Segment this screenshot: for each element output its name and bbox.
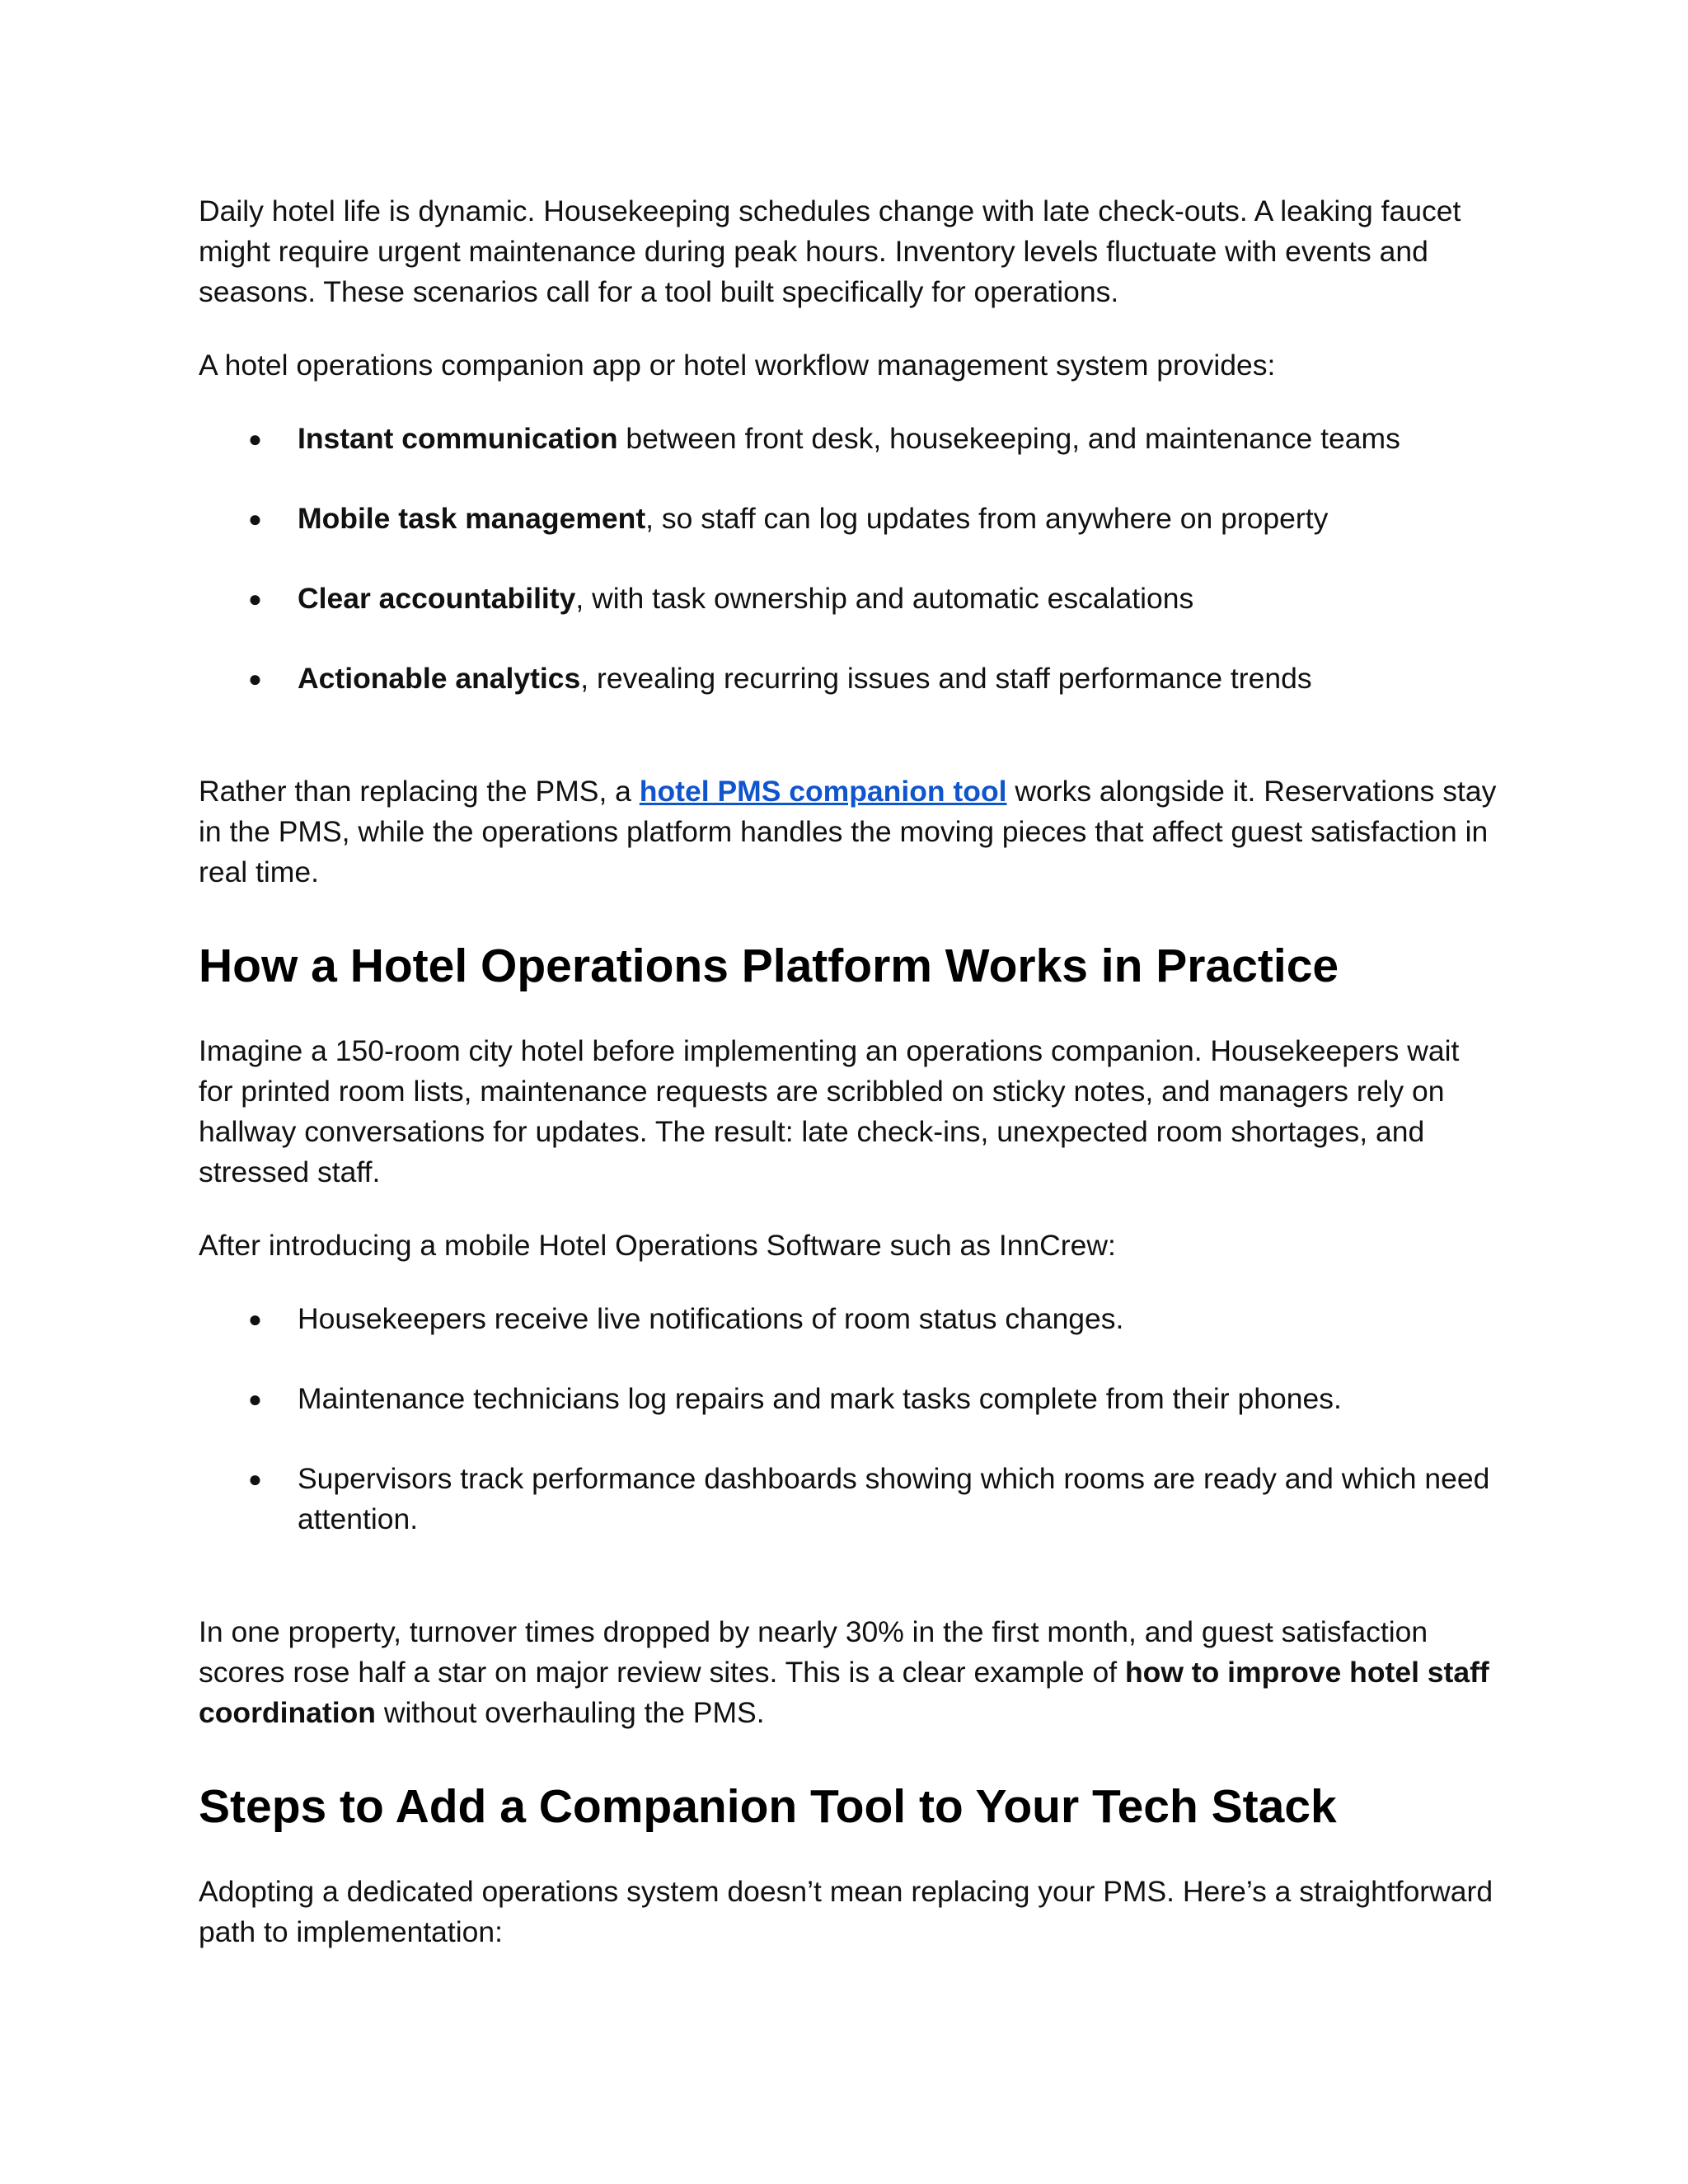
steps-intro-paragraph: Adopting a dedicated operations system doesn’t mean replacing your PMS. Here’s a straightforward path to implementation: [199,1875,1493,1948]
companion-paragraph [199,771,1501,893]
companion-text-after: works alongside it. Reservations stay in the PMS, while the operations platform handles the moving pieces that affect guest satisfaction in real time. [199,775,1497,888]
outcome-text: Maintenance technicians log repairs and mark tasks complete from their phones. [298,1382,1342,1415]
outcomes-list [199,1299,1501,1540]
list-item [199,1299,1501,1339]
pms-companion-tool-link[interactable]: hotel PMS companion tool [639,775,1007,808]
intro-paragraph: Daily hotel life is dynamic. Housekeeping schedules change with late check-outs. A leaking faucet might require urgent maintenance during peak hours. Inventory levels fluctuate with events and seasons. These scenarios call for a tool built specifically for operations. [199,194,1461,308]
bullet-icon: ● [248,1386,262,1412]
benefit-text: , with task ownership and automatic escalations [575,582,1194,615]
benefits-list [199,419,1501,699]
benefit-title: Clear accountability [298,582,576,615]
list-item [199,658,1501,699]
outcome-text: Housekeepers receive live notifications of room status changes. [298,1302,1124,1335]
bullet-icon: ● [248,1306,262,1332]
list-item [199,1379,1501,1419]
list-item [199,579,1501,619]
provides-paragraph: A hotel operations companion app or hotel workflow management system provides: [199,349,1276,382]
benefit-text: , so staff can log updates from anywhere on property [645,502,1329,535]
bullet-icon: ● [248,666,262,691]
bullet-icon: ● [248,426,262,452]
result-paragraph [199,1612,1501,1733]
benefit-title: Instant communication [298,422,618,455]
benefit-text: between front desk, housekeeping, and maintenance teams [617,422,1400,455]
list-item [199,499,1501,539]
result-text-after: without overhauling the PMS. [375,1696,765,1729]
companion-text-before: Rather than replacing the PMS, a [199,775,640,808]
result-text-before: In one property, turnover times dropped by nearly 30% in the first month, and guest satisfaction scores rose half a star on major review sites. This is a clear example of [199,1615,1428,1689]
bullet-icon: ● [248,1466,262,1492]
after-paragraph: After introducing a mobile Hotel Operations Software such as InnCrew: [199,1229,1116,1262]
scenario-paragraph: Imagine a 150-room city hotel before implementing an operations companion. Housekeepers wait for printed room lists, maintenance requests are scribbled on sticky notes, and managers rely on hallway conversations for updates. The result: late check-ins, unexpected room shortages, and stressed staff. [199,1034,1460,1188]
benefit-text: , revealing recurring issues and staff performance trends [580,662,1312,695]
bullet-icon: ● [248,586,262,612]
benefit-title: Actionable analytics [298,662,581,695]
list-item [199,419,1501,459]
result-bold-text: how to improve hotel staff coordination [199,1656,1489,1729]
benefit-title: Mobile task management [298,502,646,535]
outcome-text: Supervisors track performance dashboards showing which rooms are ready and which need attention. [298,1462,1490,1535]
document-page [199,191,1501,1952]
section-heading-practice: How a Hotel Operations Platform Works in Practice [199,940,1339,992]
section-heading-steps: Steps to Add a Companion Tool to Your Tech Stack [199,1780,1337,1833]
list-item [199,1459,1501,1540]
bullet-icon: ● [248,506,262,532]
